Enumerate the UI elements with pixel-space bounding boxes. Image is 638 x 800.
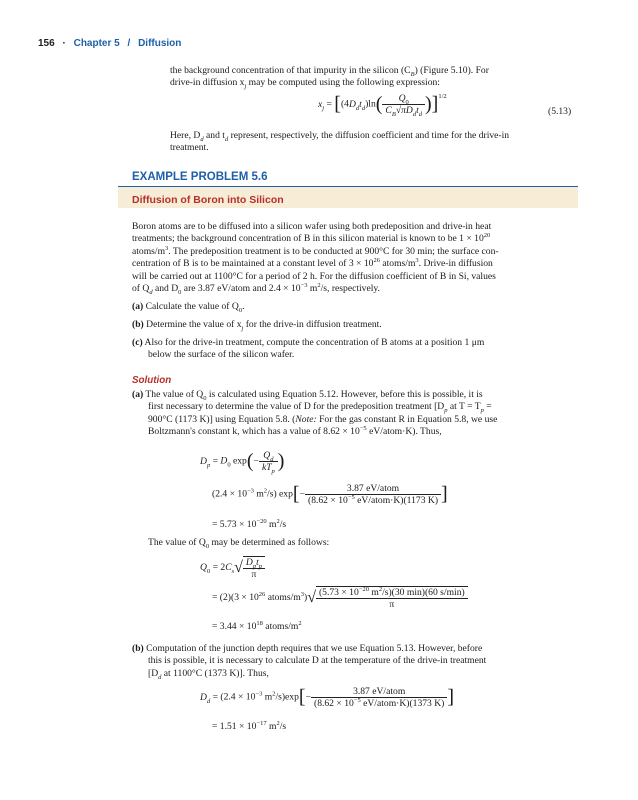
solution-a-text: (a) The value of $Q_0$ is calculated using Equation 5.12. However, before this is possible, it is first necessary to determine the value of D for the predeposition treatment [$D_p$ at $T = T_p$ = 900°C (1173 K)] using Equation 5.8. (Note: For the gas constant R in Equation 5.8, we use Boltzmann's constant k, which has a value of $8.62 \times 10^{-5}$ eV/atom·K). Thus, bbox=[132, 389, 498, 438]
example-label: EXAMPLE PROBLEM 5.6 bbox=[132, 171, 268, 183]
dd-equation: $D_d = (2.4 \times 10^{-3}$ $m^2/s)\exp[-$ $\frac{\text{3.87 eV/atom}}{(8.62 \times 10^{-5} eV/atom\cdot K)(1373 K)}$ ] bbox=[200, 686, 455, 709]
dp-result: = $5.73 \times 10^{-20}$ $m^2/s$ bbox=[212, 517, 287, 530]
intro-paragraph: the background concentration of that impurity in the silicon $(C_B)$ (Figure 5.10). For drive-in diffusion $x_j$ may be computed using the following expression: bbox=[170, 65, 489, 91]
solution-b-text: (b) Computation of the junction depth requires that we use Equation 5.13. However, before this is possible, it is necessary to calculate D at the temperature of the drive-in treatment [$D_d$ at 1100°C (1373 K)]. Thus, bbox=[132, 643, 487, 681]
equation-5-13: $x_j = [(4D_dt_d)\ln$( $\frac{Q_0}{C_B√\pi D_dt_d}$ )]$^{1/2}$ bbox=[318, 93, 447, 118]
equation-number: (5.13) bbox=[548, 106, 572, 117]
page-number: 156 bbox=[38, 38, 55, 49]
dd-result: = $1.51 \times 10^{-17}$ $m^2/s$ bbox=[212, 719, 287, 732]
question-a: (a) Calculate the value of $Q_0$. bbox=[132, 301, 245, 314]
section-label: Diffusion bbox=[138, 38, 182, 49]
definition-paragraph: Here, $D_d$ and $t_d$ represent, respectively, the diffusion coefficient and time for the drive-in treatment. bbox=[170, 130, 510, 154]
question-c: (c) Also for the drive-in treatment, compute the concentration of B atoms at a position 1 μm below the surface of the silicon wafer. bbox=[132, 337, 485, 361]
running-header: 156 · Chapter 5 / Diffusion bbox=[38, 38, 182, 49]
problem-statement: Boron atoms are to be diffused into a silicon wafer using both predeposition and drive-in heat treatments; the background concentration of B in this silicon material is known to be $1 \times 10^{20}$ atoms/$m^3$. The predeposition treatment is to be conducted at 900°C for 30 min; the surface con- centration of B is to be maintained at a constant level of $3 \times 10^{26}$ atoms/$m^3$. Drive-in diffusion will be carried out at 1100°C for a period of 2 h. For the diffusion coefficient of B in Si, values of $Q_d$ and $D_0$ are 3.87 eV/atom and $2.4 \times 10^{-3}$ $m^2/s$, respectively. bbox=[132, 221, 499, 296]
dp-substitution: ($2.4 \times 10^{-3}$ $m^2/s$) exp[− $\frac{\text{3.87 eV/atom}}{(8.62 \times 10^{-5} eV/atom\cdot K)(1173 K)}$ ] bbox=[212, 483, 448, 506]
solution-label: Solution bbox=[132, 375, 172, 386]
q0-substitution: = $(2)(3 \times 10^{26}$ atoms/$m^3)√$ $\frac{(5.73 \times 10^{-20} m^2/s)(30 \min)(60 s/\min)}{\pi}$ bbox=[212, 586, 468, 610]
question-b: (b) Determine the value of $x_j$ for the drive-in diffusion treatment. bbox=[132, 319, 382, 332]
q0-intro: The value of $Q_0$ may be determined as follows: bbox=[148, 537, 330, 550]
example-title: Diffusion of Boron into Silicon bbox=[132, 194, 284, 206]
dp-equation: $D_p = D_0$ exp(− $\frac{Q_d}{kT_p}$ ) bbox=[200, 450, 285, 475]
q0-equation: $Q_0 = 2C_s√$ $\frac{D_pt_p}{\pi}$ bbox=[200, 556, 265, 580]
q0-result: = $3.44 \times 10^{18}$ atoms/$m^2$ bbox=[212, 619, 302, 632]
chapter-label: Chapter 5 bbox=[73, 38, 120, 49]
